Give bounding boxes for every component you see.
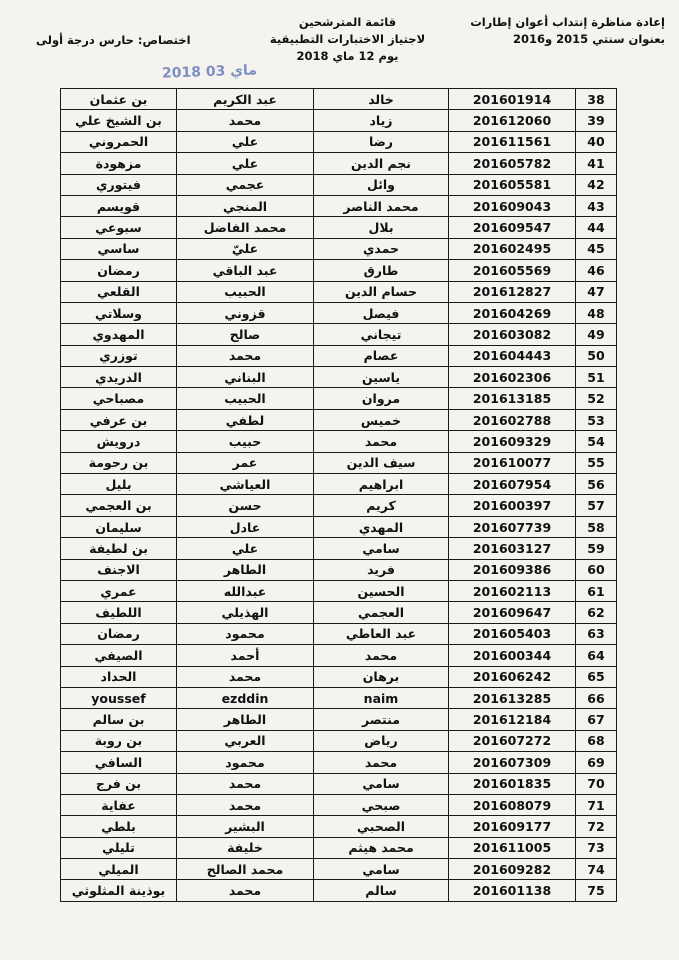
row-number: 44 (576, 217, 617, 238)
date-stamp: 2018 ماي 03 (161, 62, 258, 82)
father-name: الحبيب (177, 388, 314, 409)
row-number: 65 (576, 666, 617, 687)
candidate-id: 201603082 (449, 324, 576, 345)
family-name: وسلاتي (61, 302, 177, 323)
family-name: بن رحومة (61, 452, 177, 473)
row-number: 46 (576, 260, 617, 281)
family-name: مزهودة (61, 153, 177, 174)
father-name: محمد الفاضل (177, 217, 314, 238)
candidate-id: 201609177 (449, 816, 576, 837)
table-row (61, 474, 617, 495)
family-name: قويسم (61, 195, 177, 216)
table-row (61, 645, 617, 666)
table-row (61, 580, 617, 601)
father-name: ezddin (177, 687, 314, 708)
table-row (61, 217, 617, 238)
first-name: العجمي (314, 602, 449, 623)
father-name: البشير (177, 816, 314, 837)
table-row (61, 752, 617, 773)
candidate-id: 201609282 (449, 859, 576, 880)
first-name: naim (314, 687, 449, 708)
father-name: المنجي (177, 195, 314, 216)
table-row (61, 238, 617, 259)
table-row (61, 538, 617, 559)
father-name: حسن (177, 495, 314, 516)
row-number: 66 (576, 687, 617, 708)
list-subtitle: لاجتياز الاختبارات التطبيقية (269, 32, 426, 46)
candidate-id: 201601914 (449, 89, 576, 110)
first-name: بلال (314, 217, 449, 238)
father-name: الهذيلي (177, 602, 314, 623)
header-title: إعادة مناظرة إنتداب أعوان إطارات (470, 15, 665, 29)
table-row (61, 687, 617, 708)
family-name: بن العجمي (61, 495, 177, 516)
candidate-id: 201611561 (449, 131, 576, 152)
table-row (61, 302, 617, 323)
first-name: محمد (314, 752, 449, 773)
family-name: سبوعي (61, 217, 177, 238)
first-name: ابراهيم (314, 474, 449, 495)
family-name: الاجنف (61, 559, 177, 580)
father-name: محمود (177, 623, 314, 644)
table-row (61, 89, 617, 110)
father-name: محمد (177, 773, 314, 794)
candidate-id: 201613285 (449, 687, 576, 708)
row-number: 69 (576, 752, 617, 773)
father-name: محمد (177, 794, 314, 815)
row-number: 40 (576, 131, 617, 152)
table-row (61, 110, 617, 131)
candidates-table (60, 88, 617, 902)
row-number: 74 (576, 859, 617, 880)
row-number: 41 (576, 153, 617, 174)
father-name: عبد الباقي (177, 260, 314, 281)
first-name: فيصل (314, 302, 449, 323)
row-number: 51 (576, 367, 617, 388)
family-name: رمضان (61, 623, 177, 644)
table-row (61, 880, 617, 901)
row-number: 61 (576, 580, 617, 601)
father-name: عبد الكريم (177, 89, 314, 110)
table-row (61, 388, 617, 409)
row-number: 47 (576, 281, 617, 302)
row-number: 63 (576, 623, 617, 644)
row-number: 39 (576, 110, 617, 131)
father-name: البناني (177, 367, 314, 388)
row-number: 73 (576, 837, 617, 858)
family-name: بن لطيفة (61, 538, 177, 559)
father-name: قزوني (177, 302, 314, 323)
specialty-label: اختصاص: حارس درجة أولى (36, 33, 191, 47)
row-number: 67 (576, 709, 617, 730)
row-number: 64 (576, 645, 617, 666)
table-row (61, 794, 617, 815)
family-name: فيتوري (61, 174, 177, 195)
table-row (61, 602, 617, 623)
row-number: 72 (576, 816, 617, 837)
first-name: رضا (314, 131, 449, 152)
header-list-block (255, 14, 440, 65)
first-name: الحسين (314, 580, 449, 601)
father-name: محمد الصالح (177, 859, 314, 880)
exam-date: يوم 12 ماي 2018 (296, 49, 399, 63)
family-name: بن عثمان (61, 89, 177, 110)
candidate-id: 201609647 (449, 602, 576, 623)
first-name: محمد (314, 645, 449, 666)
family-name: عفاية (61, 794, 177, 815)
first-name: ياسين (314, 367, 449, 388)
table-row (61, 324, 617, 345)
first-name: عصام (314, 345, 449, 366)
father-name: العربي (177, 730, 314, 751)
father-name: الطاهر (177, 559, 314, 580)
father-name: علي (177, 153, 314, 174)
first-name: وائل (314, 174, 449, 195)
family-name: الدريدي (61, 367, 177, 388)
table-row (61, 666, 617, 687)
candidate-id: 201603127 (449, 538, 576, 559)
table-row (61, 516, 617, 537)
row-number: 48 (576, 302, 617, 323)
header-subtitle: بعنوان سنتي 2015 و2016 (513, 32, 665, 46)
father-name: العياشي (177, 474, 314, 495)
family-name: الحداد (61, 666, 177, 687)
candidate-id: 201602495 (449, 238, 576, 259)
candidates-table-body (61, 89, 617, 902)
specialty-block (36, 32, 191, 49)
family-name: السافي (61, 752, 177, 773)
candidate-id: 201602113 (449, 580, 576, 601)
family-name: بلطي (61, 816, 177, 837)
candidate-id: 201608079 (449, 794, 576, 815)
candidate-id: 201611005 (449, 837, 576, 858)
father-name: صالح (177, 324, 314, 345)
candidate-id: 201606242 (449, 666, 576, 687)
family-name: ساسي (61, 238, 177, 259)
first-name: كريم (314, 495, 449, 516)
first-name: خميس (314, 409, 449, 430)
father-name: محمد (177, 345, 314, 366)
candidate-id: 201609547 (449, 217, 576, 238)
father-name: محمد (177, 666, 314, 687)
candidate-id: 201607309 (449, 752, 576, 773)
first-name: صبحي (314, 794, 449, 815)
family-name: توزري (61, 345, 177, 366)
candidate-id: 201604443 (449, 345, 576, 366)
row-number: 45 (576, 238, 617, 259)
table-row (61, 495, 617, 516)
table-row (61, 773, 617, 794)
family-name: القلعي (61, 281, 177, 302)
family-name: الميلي (61, 859, 177, 880)
row-number: 71 (576, 794, 617, 815)
first-name: برهان (314, 666, 449, 687)
family-name: بوذينة المثلوثي (61, 880, 177, 901)
candidate-id: 201605403 (449, 623, 576, 644)
table-row (61, 859, 617, 880)
candidate-id: 201601835 (449, 773, 576, 794)
candidate-id: 201607739 (449, 516, 576, 537)
first-name: فريد (314, 559, 449, 580)
candidate-id: 201607272 (449, 730, 576, 751)
family-name: بن روبة (61, 730, 177, 751)
table-row (61, 709, 617, 730)
row-number: 38 (576, 89, 617, 110)
family-name: المهدوي (61, 324, 177, 345)
father-name: عبدالله (177, 580, 314, 601)
family-name: مصباحي (61, 388, 177, 409)
first-name: رياض (314, 730, 449, 751)
father-name: عمر (177, 452, 314, 473)
father-name: علي (177, 131, 314, 152)
family-name: تليلي (61, 837, 177, 858)
father-name: لطفي (177, 409, 314, 430)
family-name: عمري (61, 580, 177, 601)
first-name: منتصر (314, 709, 449, 730)
first-name: سيف الدين (314, 452, 449, 473)
candidate-id: 201612827 (449, 281, 576, 302)
candidate-id: 201612060 (449, 110, 576, 131)
family-name: بن عرفي (61, 409, 177, 430)
first-name: خالد (314, 89, 449, 110)
row-number: 62 (576, 602, 617, 623)
row-number: 68 (576, 730, 617, 751)
first-name: المهدي (314, 516, 449, 537)
family-name: رمضان (61, 260, 177, 281)
table-row (61, 281, 617, 302)
row-number: 42 (576, 174, 617, 195)
row-number: 57 (576, 495, 617, 516)
first-name: طارق (314, 260, 449, 281)
family-name: بن الشيخ علي (61, 110, 177, 131)
row-number: 55 (576, 452, 617, 473)
candidate-id: 201600344 (449, 645, 576, 666)
candidate-id: 201609386 (449, 559, 576, 580)
header-org-block (470, 14, 665, 48)
father-name: عجمي (177, 174, 314, 195)
list-title: قائمة المترشحين (298, 15, 397, 29)
first-name: حمدي (314, 238, 449, 259)
table-row (61, 260, 617, 281)
family-name: سليمان (61, 516, 177, 537)
first-name: محمد الناصر (314, 195, 449, 216)
candidate-id: 201601138 (449, 880, 576, 901)
candidate-id: 201612184 (449, 709, 576, 730)
table-row (61, 623, 617, 644)
table-row (61, 431, 617, 452)
family-name: بن فرج (61, 773, 177, 794)
row-number: 58 (576, 516, 617, 537)
father-name: محمد (177, 110, 314, 131)
first-name: سامي (314, 538, 449, 559)
father-name: خليفة (177, 837, 314, 858)
row-number: 60 (576, 559, 617, 580)
family-name: الصيفي (61, 645, 177, 666)
father-name: محمد (177, 880, 314, 901)
family-name: الحمروني (61, 131, 177, 152)
candidate-id: 201609329 (449, 431, 576, 452)
family-name: بليل (61, 474, 177, 495)
table-row (61, 837, 617, 858)
candidate-id: 201607954 (449, 474, 576, 495)
family-name: اللطيف (61, 602, 177, 623)
candidate-id: 201602306 (449, 367, 576, 388)
table-row (61, 816, 617, 837)
table-row (61, 730, 617, 751)
father-name: أحمد (177, 645, 314, 666)
first-name: حسام الدين (314, 281, 449, 302)
candidate-id: 201613185 (449, 388, 576, 409)
first-name: الصحبي (314, 816, 449, 837)
first-name: نجم الدين (314, 153, 449, 174)
first-name: سامي (314, 773, 449, 794)
father-name: حبيب (177, 431, 314, 452)
row-number: 59 (576, 538, 617, 559)
first-name: سامي (314, 859, 449, 880)
first-name: سالم (314, 880, 449, 901)
table-row (61, 367, 617, 388)
row-number: 43 (576, 195, 617, 216)
table-row (61, 174, 617, 195)
father-name: عادل (177, 516, 314, 537)
row-number: 52 (576, 388, 617, 409)
row-number: 53 (576, 409, 617, 430)
first-name: تيجاني (314, 324, 449, 345)
father-name: الطاهر (177, 709, 314, 730)
table-row (61, 153, 617, 174)
candidate-id: 201602788 (449, 409, 576, 430)
candidate-id: 201610077 (449, 452, 576, 473)
table-row (61, 559, 617, 580)
family-name: بن سالم (61, 709, 177, 730)
father-name: علي (177, 538, 314, 559)
table-row (61, 409, 617, 430)
row-number: 50 (576, 345, 617, 366)
row-number: 56 (576, 474, 617, 495)
row-number: 54 (576, 431, 617, 452)
family-name: youssef (61, 687, 177, 708)
table-row (61, 131, 617, 152)
table-row (61, 452, 617, 473)
candidate-id: 201605581 (449, 174, 576, 195)
father-name: الحبيب (177, 281, 314, 302)
row-number: 70 (576, 773, 617, 794)
first-name: زياد (314, 110, 449, 131)
candidate-id: 201605782 (449, 153, 576, 174)
first-name: محمد (314, 431, 449, 452)
table-row (61, 195, 617, 216)
candidate-id: 201609043 (449, 195, 576, 216)
candidate-id: 201605569 (449, 260, 576, 281)
table-row (61, 345, 617, 366)
row-number: 49 (576, 324, 617, 345)
first-name: مروان (314, 388, 449, 409)
father-name: عليّ (177, 238, 314, 259)
candidate-id: 201600397 (449, 495, 576, 516)
first-name: عبد العاطي (314, 623, 449, 644)
first-name: محمد هيثم (314, 837, 449, 858)
father-name: محمود (177, 752, 314, 773)
family-name: درويش (61, 431, 177, 452)
row-number: 75 (576, 880, 617, 901)
candidate-id: 201604269 (449, 302, 576, 323)
